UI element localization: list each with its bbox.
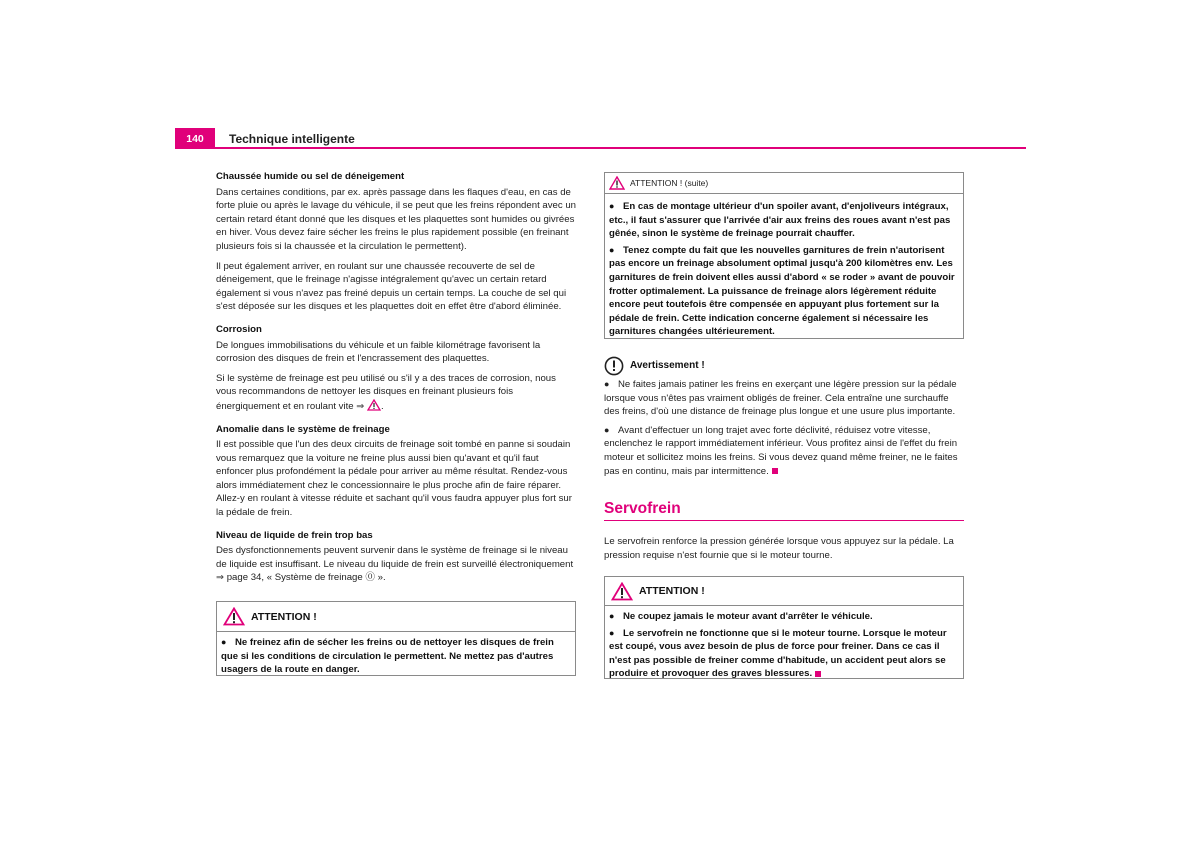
section-heading: Anomalie dans le système de freinage [216, 423, 390, 435]
attention-continued-body [605, 194, 963, 346]
attention-continued-box [604, 172, 964, 339]
paragraph: Si le système de freinage est peu utilisé ou s'il y a des traces de corrosion, nous vous recommandons de nettoyer les disques en freinant plusieurs fois énergiquement et en roulant vite ⇒ . [216, 372, 556, 412]
paragraph-text: Si le système de freinage est peu utilisé ou s'il y a des traces de corrosion, nous vous recommandons de nettoyer les disques en freinant plusieurs fois énergiquement et en roulant vite ⇒ [216, 372, 556, 412]
attention-continued-title: ATTENTION ! (suite) [630, 178, 709, 188]
attention-header [217, 602, 575, 632]
warning-triangle-icon [611, 582, 633, 601]
attention-box [216, 601, 576, 676]
attention-item [609, 627, 959, 681]
attention-body [217, 632, 575, 684]
paragraph: Il peut également arriver, en roulant sur une chaussée recouverte de sel de déneigement, que le freinage n'agisse intégralement qu'avec un certain retard également si vous n'avez pas freiné depuis un certain temps. La couche de sel qui s'est déposée sur les disques et les plaquettes doit en effet être d'abord éliminée. [216, 260, 567, 313]
section-brake-anomaly [216, 423, 576, 520]
attention-item [609, 610, 959, 624]
bullet-icon: ● [609, 611, 615, 621]
warning-title: Avertissement ! [630, 360, 705, 372]
left-column [216, 170, 576, 594]
attention-title: ATTENTION ! [251, 610, 317, 623]
section-wet-road [216, 170, 576, 314]
section-heading: Niveau de liquide de frein trop bas [216, 529, 373, 541]
section-heading: Corrosion [216, 323, 262, 335]
section-title-servofrein: Servofrein [604, 500, 681, 517]
warning-triangle-icon [223, 607, 245, 626]
end-square-icon [772, 468, 778, 474]
warning-triangle-icon [367, 399, 381, 411]
page-number: 140 [175, 128, 215, 148]
section-corrosion [216, 323, 576, 414]
attention-item [221, 636, 571, 677]
servofrein-section [604, 535, 964, 568]
paragraph: Il est possible que l'un des deux circuits de freinage soit tombé en panne si soudain vous remarquez que la voiture ne freine plus aussi bien qu'avant et qu'il faut enfoncer plus profondément la pédale pour arriver au même résultat. Rendez-vous alors immédiatement chez le concessionnaire le plus proche afin de faire réparer. Allez-y en roulant à vitesse réduite et sachant qu'il vous faudra appuyer plus fort sur la pédale de frein. [216, 439, 572, 519]
attention-item-text: Ne freinez afin de sécher les freins ou de nettoyer les disques de frein que si les conditions de circulation le permettent. Ne mettez pas d'autres usagers de la route en danger. [221, 637, 554, 676]
attention-item-text: Tenez compte du fait que les nouvelles garnitures de frein n'autorisent pas encore un freinage absolument optimal jusqu'à 200 kilomètres env. Les garnitures de frein doivent elles aussi d'abord « se roder » avant de pouvoir frotter optimalement. La puissance de freinage alors légèrement réduite encore peut toutefois être compensée en appuyant plus fortement sur la pédale de frein. Cette indication concerne également si nécessaire les garnitures changées ultérieurement. [609, 244, 955, 338]
header-rule [175, 147, 1026, 149]
warning-triangle-icon [609, 176, 625, 190]
bullet-icon: ● [604, 379, 610, 389]
attention-continued-header [605, 173, 963, 194]
attention-box-2 [604, 576, 964, 679]
exclamation-circle-icon [604, 356, 624, 376]
paragraph: De longues immobilisations du véhicule et un faible kilométrage favorisent la corrosion des disques de frein et l'encrassement des plaquettes. [216, 339, 541, 365]
bullet-icon: ● [604, 424, 610, 435]
warning-item [604, 424, 966, 478]
section-brake-fluid [216, 529, 576, 585]
attention-item [609, 200, 959, 241]
warning-item-text: Avant d'effectuer un long trajet avec forte déclivité, réduisez votre vitesse, enclenchez le rapport immédiatement inférieur. Vous profitez ainsi de l'effet du frein moteur et sollicitez moins les freins. Si vous devez quand même freiner, ne le faites pas en continu, mais par intermittence. [604, 424, 958, 477]
paragraph: Des dysfonctionnements peuvent survenir dans le système de freinage si le niveau de liquide est insuffisant. Le niveau du liquide de frein est surveillé électroniquement ⇒ page 34, « Système de freinage ⓪ ». [216, 545, 574, 584]
attention-header [605, 577, 963, 606]
warning-section [604, 355, 966, 478]
attention-title: ATTENTION ! [639, 585, 705, 597]
warning-item-text: Ne faites jamais patiner les freins en exerçant une légère pression sur la pédale lorsque vous n'êtes pas vraiment obligés de freiner. Cela entraîne une surchauffe des freins, d'où une distance de freinage plus longue et une usure plus importante. [604, 379, 957, 418]
attention-item [609, 244, 959, 339]
attention-body [605, 606, 963, 688]
warning-header [604, 355, 966, 377]
section-rule [604, 520, 964, 521]
bullet-icon: ● [221, 637, 227, 647]
bullet-icon: ● [609, 244, 615, 255]
bullet-icon: ● [609, 627, 615, 638]
attention-item-text: En cas de montage ultérieur d'un spoiler avant, d'enjoliveurs intégraux, etc., il faut s'assurer que l'arrivée d'air aux freins des roues avant n'est pas gênée, sinon le système de freinage pourrait chauffer. [609, 201, 951, 240]
bullet-icon: ● [609, 201, 615, 211]
chapter-title: Technique intelligente [229, 132, 355, 146]
end-square-icon [815, 671, 821, 677]
paragraph: Dans certaines conditions, par ex. après passage dans les flaques d'eau, en cas de forte pluie ou après le lavage du véhicule, il se peut que les freins répondent avec un certain retard étant donné que les disques et les plaquettes sont humides ou givrées en hiver. Vous devez faire sécher les freins le plus rapidement possible (en freinant plusieurs fois si la chaussée et la circulation le permettent). [216, 186, 576, 252]
attention-item-text: Ne coupez jamais le moteur avant d'arrêter le véhicule. [623, 611, 873, 622]
paragraph: Le servofrein renforce la pression générée lorsque vous appuyez sur la pédale. La pression requise n'est fournie que si le moteur tourne. [604, 536, 954, 561]
attention-item-text: Le servofrein ne fonctionne que si le moteur tourne. Lorsque le moteur est coupé, vous avez besoin de plus de force pour freiner. Dans ce cas il n'est pas possible de freiner comme d'habitude, un accident peut alors se produire et provoquer des graves blessures. [609, 627, 947, 680]
warning-item [604, 378, 966, 419]
section-heading: Chaussée humide ou sel de déneigement [216, 171, 405, 182]
